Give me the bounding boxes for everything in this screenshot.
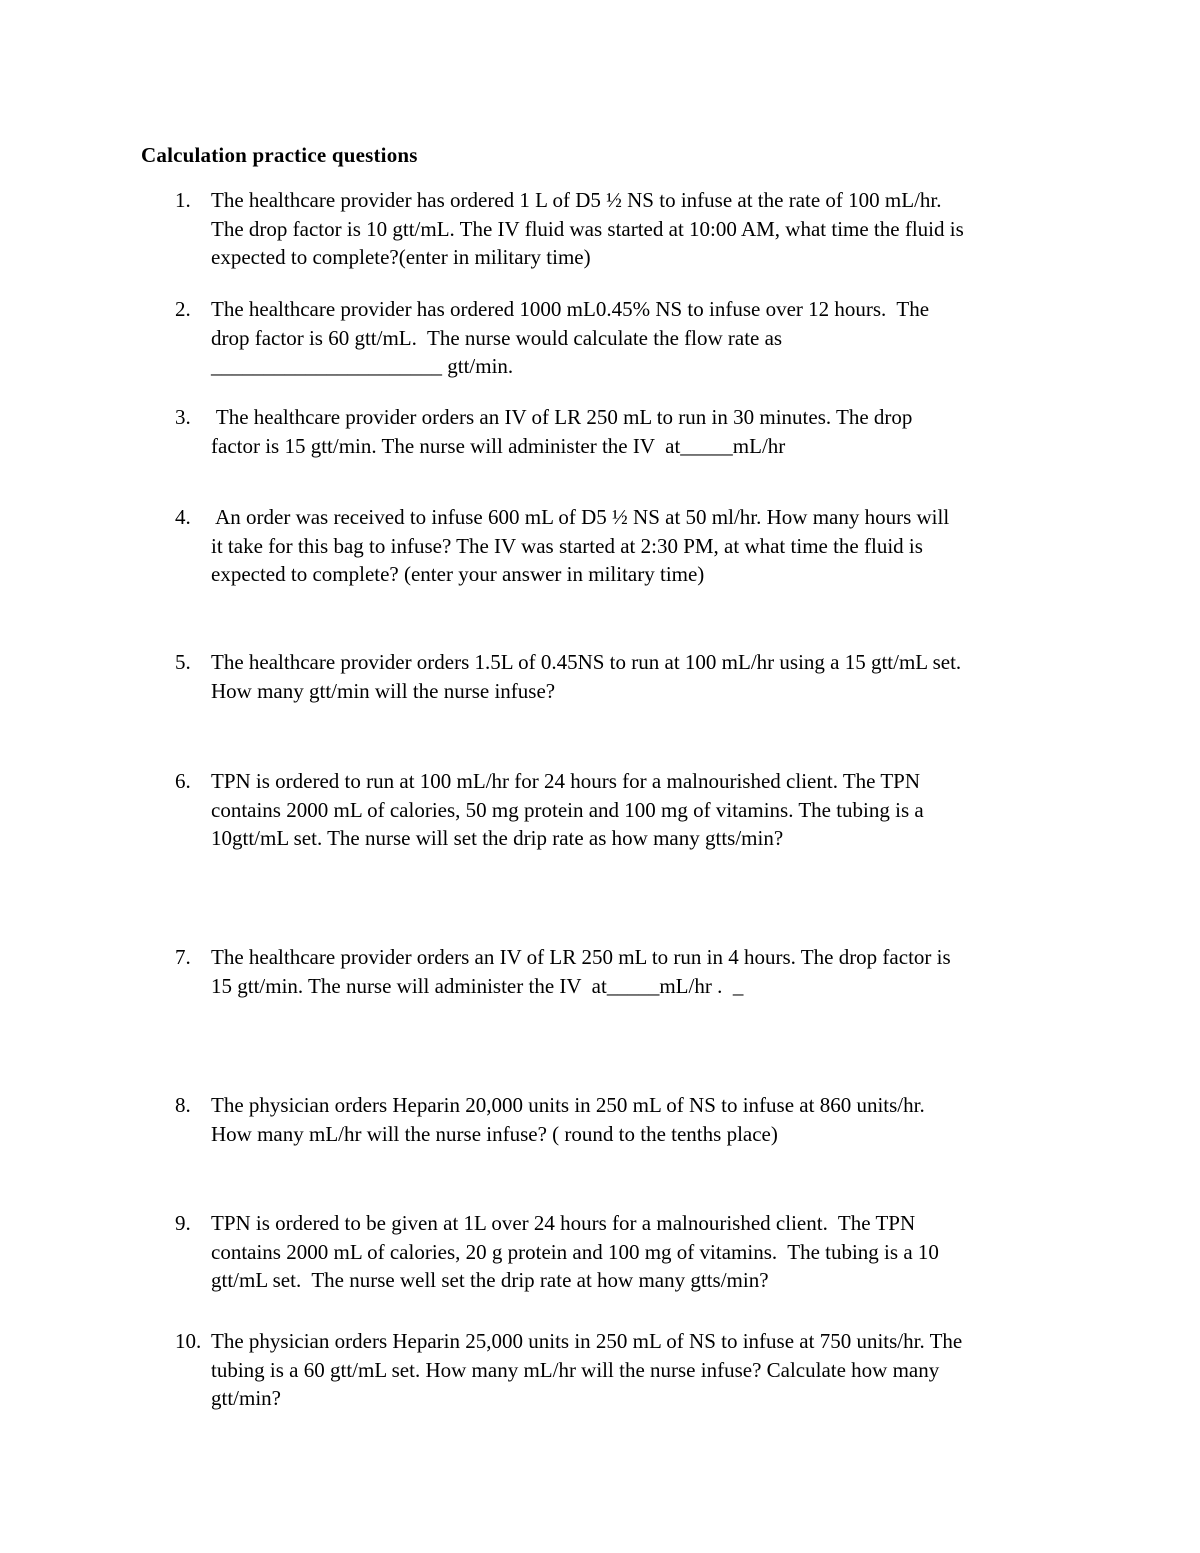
question-line: How many gtt/min will the nurse infuse?: [211, 678, 556, 703]
question-line: gtt/mL set. The nurse well set the drip rate at how many gtts/min?: [211, 1268, 769, 1292]
question-line: ______________________ gtt/min.: [211, 354, 514, 378]
question-number: 9.: [175, 1211, 191, 1235]
question-line: contains 2000 mL of calories, 20 g protein and 100 mg of vitamins. The tubing is a 10: [211, 1239, 939, 1264]
question-line: The drop factor is 10 gtt/mL. The IV fluid was started at 10:00 AM, what time the fluid is: [211, 216, 964, 241]
question-line: tubing is a 60 gtt/mL set. How many mL/hr will the nurse infuse? Calculate how many: [211, 1357, 940, 1382]
question-line: expected to complete?(enter in military time): [211, 245, 591, 269]
question-line: The healthcare provider has ordered 1000 mL0.45% NS to infuse over 12 hours. The: [211, 297, 930, 321]
question-number: 5.: [175, 650, 191, 674]
question-line: How many mL/hr will the nurse infuse? ( round to the tenths place): [211, 1121, 778, 1146]
question-number: 2.: [175, 297, 191, 321]
question-line: 15 gtt/min. The nurse will administer the IV at_____mL/hr . _: [211, 973, 744, 998]
question-line: it take for this bag to infuse? The IV was started at 2:30 PM, at what time the fluid is: [211, 533, 923, 558]
question-text: [211, 767, 1091, 853]
question-text: [211, 1209, 1091, 1295]
document-title: Calculation practice questions: [141, 143, 418, 167]
question-line: The healthcare provider orders an IV of LR 250 mL to run in 30 minutes. The drop: [211, 405, 913, 429]
question-line: contains 2000 mL of calories, 50 mg protein and 100 mg of vitamins. The tubing is a: [211, 797, 924, 822]
question-line: The healthcare provider orders 1.5L of 0.45NS to run at 100 mL/hr using a 15 gtt/mL set.: [211, 650, 962, 674]
question-number: 6.: [175, 769, 191, 793]
question-line: The physician orders Heparin 25,000 units in 250 mL of NS to infuse at 750 units/hr. The: [211, 1329, 963, 1353]
question-line: The healthcare provider has ordered 1 L of D5 ½ NS to infuse at the rate of 100 mL/hr.: [211, 188, 942, 212]
question-text: [211, 1327, 1091, 1413]
question-line: factor is 15 gtt/min. The nurse will administer the IV at_____mL/hr: [211, 433, 786, 458]
question-text: [211, 648, 1091, 705]
question-number: 10.: [175, 1329, 202, 1353]
question-text: [211, 503, 1091, 589]
question-text: [211, 943, 1091, 1000]
question-line: The healthcare provider orders an IV of LR 250 mL to run in 4 hours. The drop factor is: [211, 945, 951, 969]
question-text: [211, 186, 1091, 272]
question-line: An order was received to infuse 600 mL of D5 ½ NS at 50 ml/hr. How many hours will: [211, 505, 950, 529]
question-line: The physician orders Heparin 20,000 units in 250 mL of NS to infuse at 860 units/hr.: [211, 1093, 925, 1117]
question-number: 4.: [175, 505, 191, 529]
question-number: 7.: [175, 945, 191, 969]
question-text: [211, 295, 1091, 381]
question-text: [211, 1091, 1091, 1148]
question-line: 10gtt/mL set. The nurse will set the drip rate as how many gtts/min?: [211, 826, 784, 850]
question-number: 8.: [175, 1093, 191, 1117]
question-number: 1.: [175, 188, 191, 212]
question-line: gtt/min?: [211, 1386, 281, 1410]
question-number: 3.: [175, 405, 191, 429]
question-line: drop factor is 60 gtt/mL. The nurse would calculate the flow rate as: [211, 325, 783, 350]
question-line: TPN is ordered to run at 100 mL/hr for 24 hours for a malnourished client. The TPN: [211, 769, 921, 793]
question-line: expected to complete? (enter your answer in military time): [211, 562, 705, 586]
question-line: TPN is ordered to be given at 1L over 24 hours for a malnourished client. The TPN: [211, 1211, 916, 1235]
question-text: [211, 403, 1091, 460]
